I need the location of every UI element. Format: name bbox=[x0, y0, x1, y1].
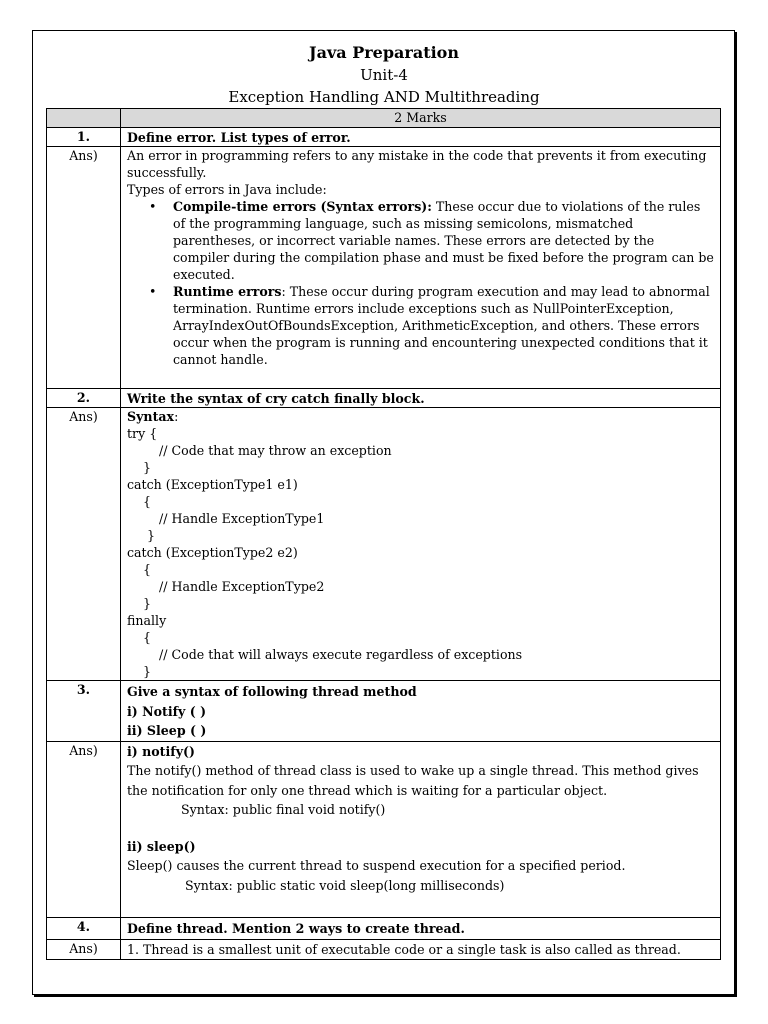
list-item-lead: Compile-time errors (Syntax errors): bbox=[173, 199, 432, 214]
error-definition: An error in programming refers to any mistake in the code that prevents it from executing successfully. bbox=[127, 148, 707, 180]
answer-label: Ans) bbox=[47, 741, 121, 918]
question-row-2 bbox=[47, 389, 721, 408]
question-row-3 bbox=[47, 681, 721, 742]
question-sub-notify: i) Notify ( ) bbox=[127, 703, 207, 719]
question-number: 2. bbox=[47, 389, 121, 408]
code-line: // Handle ExceptionType1 bbox=[127, 511, 325, 526]
bullet-icon: • bbox=[149, 199, 157, 214]
syntax-heading bbox=[127, 408, 714, 425]
marks-blank-cell bbox=[47, 109, 121, 128]
qa-table bbox=[46, 108, 721, 960]
list-item-text: : These occur during program execution and may lead to abnormal termination. Runtime errors include exceptions such as NullPointerException, ArrayIndexOutOfBoundsException, ArithmeticException, and others. These errors occur when the program is running and encountering unexpected conditions that it cannot handle. bbox=[173, 284, 710, 367]
code-line: catch (ExceptionType2 e2) bbox=[127, 545, 298, 560]
answer-row-2 bbox=[47, 408, 721, 681]
question-text: Write the syntax of cry catch finally block. bbox=[121, 389, 721, 408]
unit-label: Unit-4 bbox=[360, 66, 408, 84]
code-line: } bbox=[127, 528, 156, 543]
code-line: { bbox=[127, 494, 152, 509]
syntax-colon: : bbox=[174, 409, 179, 424]
sleep-syntax: Syntax: public static void sleep(long milliseconds) bbox=[185, 877, 505, 893]
sleep-heading: ii) sleep() bbox=[127, 838, 196, 854]
code-line: { bbox=[127, 562, 152, 577]
question-row-1 bbox=[47, 128, 721, 147]
list-item-text: These occur due to violations of the rules of the programming language, such as missing semicolons, mismatched parentheses, or incorrect variable names. These errors are detected by the compiler during the compilation phase and must be fixed before the program can be executed. bbox=[173, 199, 714, 282]
notify-description: The notify() method of thread class is used to wake up a single thread. This method gives the notification for only one thread which is waiting for a particular object. bbox=[127, 763, 699, 798]
question-text: Give a syntax of following thread method bbox=[127, 684, 417, 699]
marks-row bbox=[47, 109, 721, 128]
answer-label: Ans) bbox=[47, 939, 121, 960]
list-item-lead: Runtime errors bbox=[173, 284, 282, 299]
question-number: 3. bbox=[47, 681, 121, 742]
thread-definition: 1. Thread is a smallest unit of executable code or a single task is also called as thread. bbox=[121, 939, 721, 960]
code-line: // Code that may throw an exception bbox=[127, 443, 392, 458]
answer-label: Ans) bbox=[47, 147, 121, 389]
list-item bbox=[149, 198, 714, 283]
code-line: // Code that will always execute regardless of exceptions bbox=[127, 647, 523, 662]
question-row-4 bbox=[47, 918, 721, 940]
code-line: } bbox=[127, 460, 152, 475]
code-line: finally bbox=[127, 613, 167, 628]
title-block bbox=[0, 42, 768, 108]
code-line: // Handle ExceptionType2 bbox=[127, 579, 325, 594]
question-number: 1. bbox=[47, 128, 121, 147]
question-text: Define error. List types of error. bbox=[121, 128, 721, 147]
question-text: Define thread. Mention 2 ways to create thread. bbox=[121, 918, 721, 940]
answer-cell-1 bbox=[121, 147, 721, 389]
code-line: } bbox=[127, 664, 152, 679]
marks-label: 2 Marks bbox=[121, 109, 721, 128]
answer-row-4 bbox=[47, 939, 721, 960]
code-line: catch (ExceptionType1 e1) bbox=[127, 477, 298, 492]
question-cell-3 bbox=[121, 681, 721, 742]
bullet-icon: • bbox=[149, 284, 157, 299]
sleep-description: Sleep() causes the current thread to suspend execution for a specified period. bbox=[127, 858, 626, 873]
code-line: try { bbox=[127, 426, 158, 441]
error-types-intro: Types of errors in Java include: bbox=[127, 182, 327, 197]
document-subtitle: Exception Handling AND Multithreading bbox=[228, 88, 540, 106]
question-sub-sleep: ii) Sleep ( ) bbox=[127, 723, 207, 738]
spacer bbox=[127, 820, 714, 837]
code-line: } bbox=[127, 596, 152, 611]
error-types-list bbox=[127, 198, 714, 368]
answer-row-3 bbox=[47, 741, 721, 918]
question-number: 4. bbox=[47, 918, 121, 940]
code-line: { bbox=[127, 630, 152, 645]
answer-label: Ans) bbox=[47, 408, 121, 681]
notify-syntax: Syntax: public final void notify() bbox=[181, 802, 386, 817]
syntax-label: Syntax bbox=[127, 409, 175, 424]
list-item bbox=[149, 283, 714, 368]
document-title: Java Preparation bbox=[309, 43, 459, 62]
answer-row-1 bbox=[47, 147, 721, 389]
notify-heading: i) notify() bbox=[127, 743, 195, 759]
answer-cell-2 bbox=[121, 408, 721, 681]
answer-cell-3 bbox=[121, 741, 721, 918]
